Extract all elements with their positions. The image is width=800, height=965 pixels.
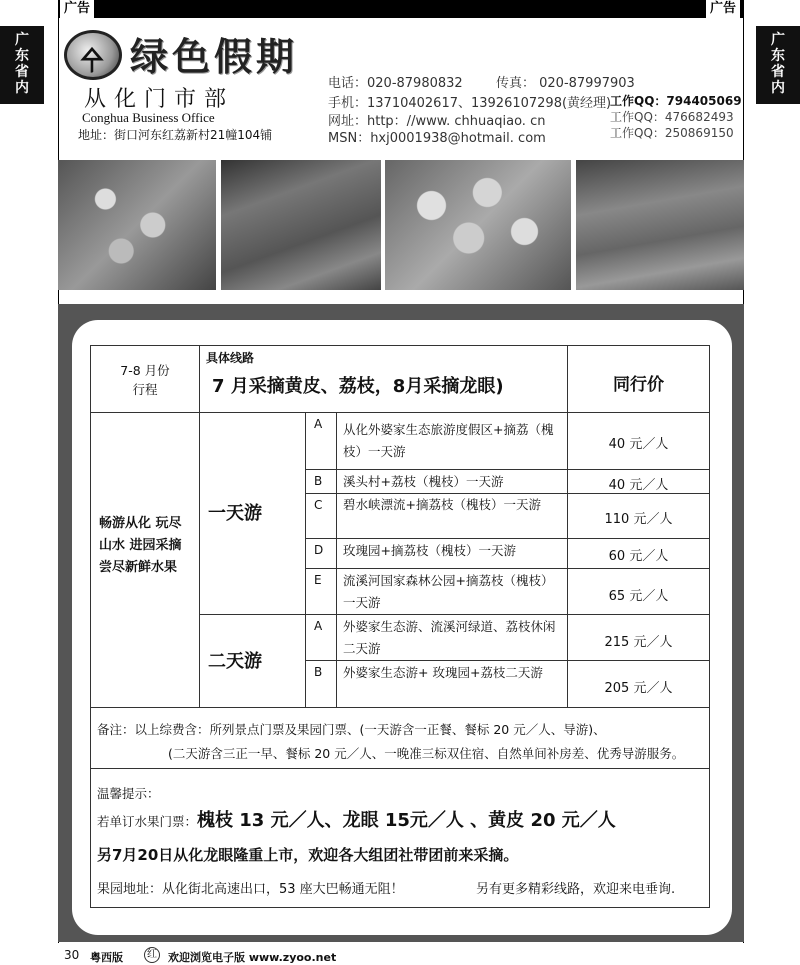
row-price: 215 元／人 <box>567 614 710 661</box>
edition: 粤西版 <box>90 951 123 964</box>
row-route: 外婆家生态游+ 玫瑰园+荔枝二天游 <box>336 660 568 708</box>
notes-line-2: (二天游含三正一早、餐标 20 元／人、一晚准三标双住宿、自然单间补房差、优秀导游服务。 <box>168 746 685 761</box>
header-route <box>199 345 568 413</box>
tips-title: 温馨提示： <box>97 786 160 801</box>
row-price: 60 元／人 <box>567 538 710 569</box>
longan-photo <box>385 160 571 290</box>
side-tab-char: 省 <box>15 64 29 80</box>
site-link[interactable]: 欢迎浏览电子版 www.zyoo.net <box>168 951 337 964</box>
period-sub: 行程 <box>132 382 158 397</box>
department-name-en: Conghua Business Office <box>82 110 215 125</box>
header-price: 同行价 <box>567 345 710 413</box>
row-price: 110 元／人 <box>567 493 710 539</box>
row-letter: A <box>305 614 337 661</box>
mobile: 手机：13710402617、13926107298(黄经理) <box>328 96 612 111</box>
page-footer <box>58 946 744 965</box>
ad-strip <box>58 0 744 18</box>
work-qq-3: 工作QQ：250869150 <box>610 126 734 140</box>
phone: 电话：020-87980832 <box>328 76 463 91</box>
department-name: 从化门市部 <box>84 87 235 112</box>
brand-title: 绿色假期 <box>130 34 299 79</box>
two-day-text: 二天游 <box>208 651 262 672</box>
row-price: 40 元／人 <box>567 412 710 470</box>
work-qq-2: 工作QQ：476682493 <box>610 110 734 124</box>
notes-line-1: 备注：以上综费含：所列景点门票及果园门票、(一天游含一正餐、餐标 20 元／人、导游)、 <box>97 722 606 737</box>
row-price: 205 元／人 <box>567 660 710 708</box>
row-letter: C <box>305 493 337 539</box>
office-address: 地址：街口河东红荔新村21幢104铺 <box>78 128 273 142</box>
side-tab-char: 内 <box>771 80 785 96</box>
work-qq-1: 工作QQ：794405069 <box>610 94 742 108</box>
row-letter: E <box>305 568 337 615</box>
two-day-label <box>199 614 306 708</box>
side-tab-char: 东 <box>771 48 785 64</box>
row-letter: B <box>305 469 337 494</box>
row-letter: D <box>305 538 337 569</box>
side-tab-char: 广 <box>771 32 785 48</box>
row-route: 玫瑰园+摘荔枝（槐枝）一天游 <box>336 538 568 569</box>
ticket-line <box>97 806 616 832</box>
logo-icon <box>64 30 122 80</box>
side-tab-right <box>756 26 800 104</box>
website: 网址：http：//www. chhuaqiao. cn <box>328 114 546 129</box>
period-label: 7-8 月份 <box>120 363 170 378</box>
orchard-photo <box>221 160 381 290</box>
row-price: 65 元／人 <box>567 568 710 615</box>
launch-notice: 另7月20日从化龙眼隆重上市，欢迎各大组团社带团前来采摘。 <box>97 846 519 864</box>
orchard-address: 果园地址：从化街北高速出口，53 座大巴畅通无阻！ <box>97 882 404 897</box>
side-tab-char: 内 <box>15 80 29 96</box>
more-routes: 另有更多精彩线路，欢迎来电垂询. <box>476 882 676 897</box>
side-tab-char: 广 <box>15 32 29 48</box>
ticket-prices: 槐枝 13 元／人、龙眼 15元／人 、黄皮 20 元／人 <box>197 810 616 831</box>
fax: 传真： 020-87997903 <box>496 76 635 91</box>
green-orchard-photo <box>576 160 744 290</box>
page-number: 30 <box>64 948 80 962</box>
row-letter: B <box>305 660 337 708</box>
route-title: 7 月采摘黄皮、荔枝，8月采摘龙眼) <box>212 376 504 397</box>
row-price: 40 元／人 <box>567 469 710 494</box>
row-letter: A <box>305 412 337 470</box>
row-route: 从化外婆家生态旅游度假区+摘荔（槐枝）一天游 <box>336 412 568 470</box>
one-day-text: 一天游 <box>208 503 262 524</box>
row-route: 外婆家生态游、流溪河绿道、荔枝休闲二天游 <box>336 614 568 661</box>
route-label: 具体线路 <box>206 351 255 365</box>
msn: MSN：hxj0001938@hotmail. com <box>328 131 546 146</box>
row-route: 碧水峡漂流+摘荔枝（槐枝）一天游 <box>336 493 568 539</box>
lychee-photo <box>58 160 216 290</box>
ad-label-left: 广告 <box>60 0 94 18</box>
row-route: 流溪河国家森林公园+摘荔枝（槐枝）一天游 <box>336 568 568 615</box>
side-tab-char: 东 <box>15 48 29 64</box>
slogan: 畅游从化 玩尽山水 进园采摘尝尽新鲜水果 <box>90 412 200 708</box>
header-period <box>90 345 200 413</box>
row-route: 溪头村+荔枝（槐枝）一天游 <box>336 469 568 494</box>
logo-mark: 㐃 <box>79 47 106 77</box>
one-day-label <box>199 412 306 615</box>
edition-badge-icon: 红 <box>144 947 160 963</box>
ticket-label: 若单订水果门票： <box>97 814 198 829</box>
side-tab-char: 省 <box>771 64 785 80</box>
ad-label-right: 广告 <box>706 0 740 18</box>
side-tab-left <box>0 26 44 104</box>
